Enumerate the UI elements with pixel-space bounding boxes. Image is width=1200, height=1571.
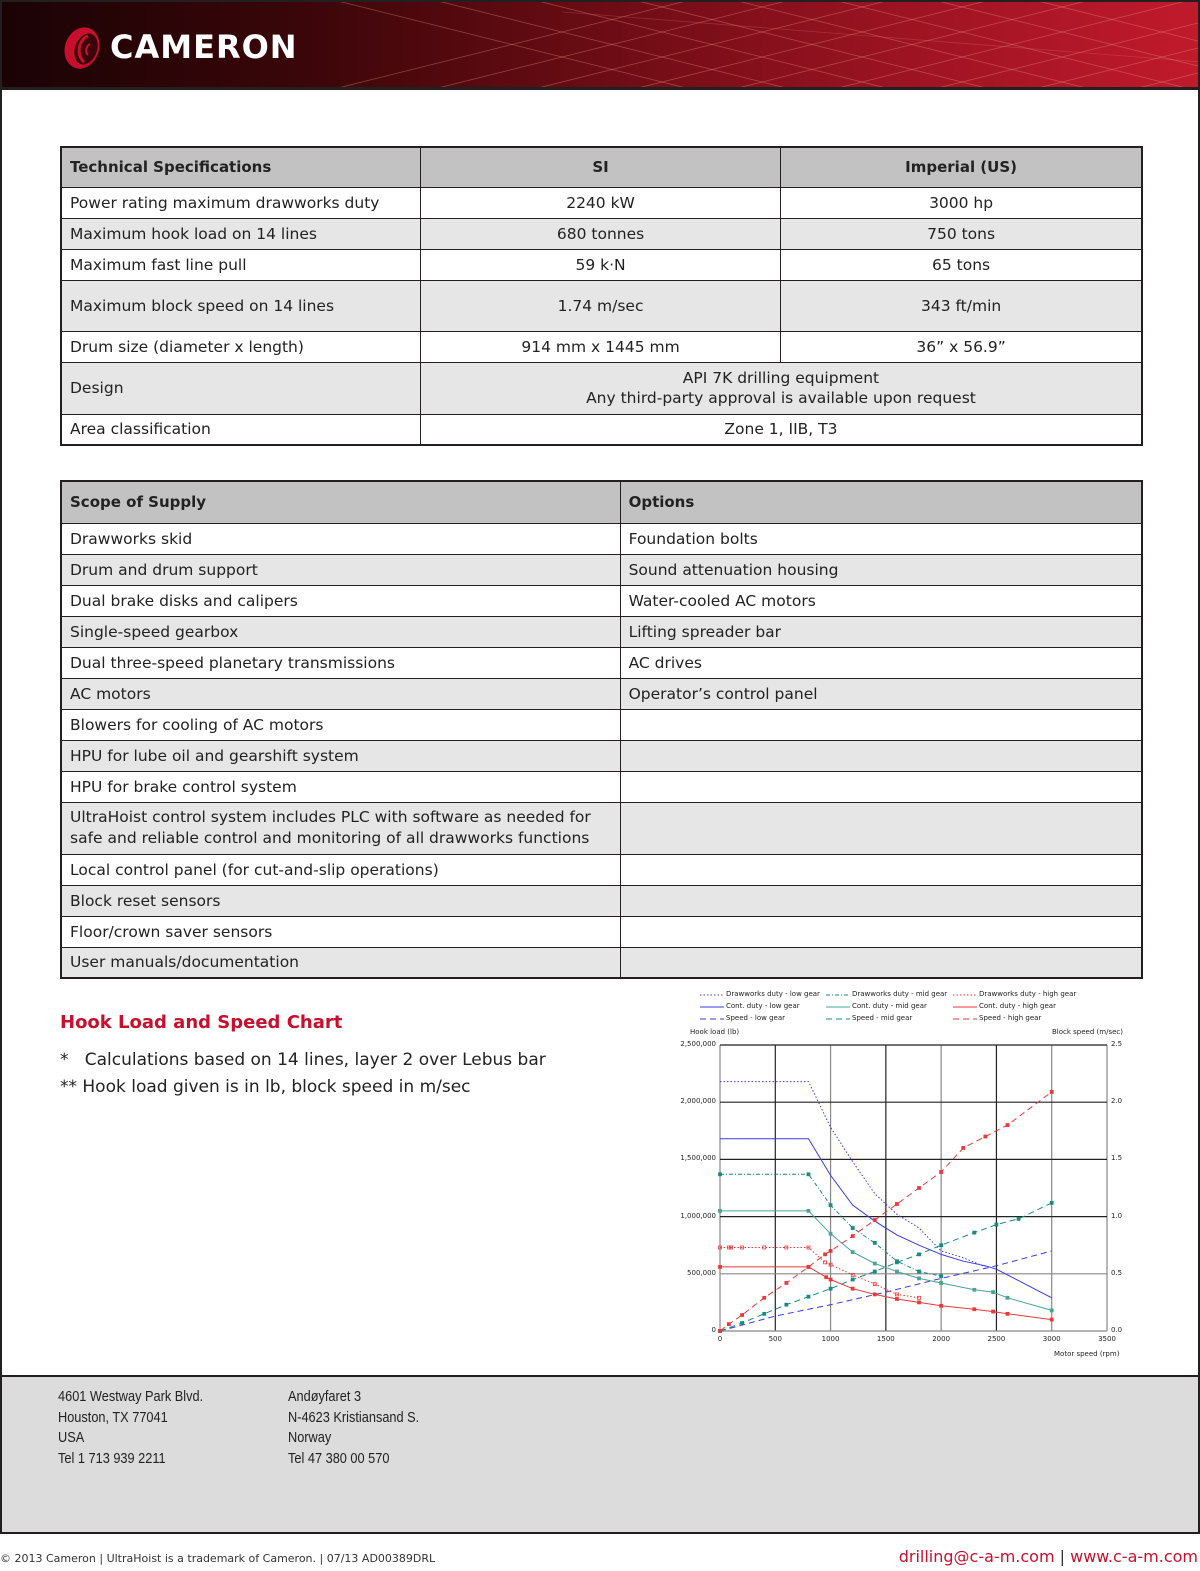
x-axis-label: Motor speed (rpm) (1054, 1350, 1120, 1358)
option-item (620, 802, 1142, 854)
x-tick-label: 500 (768, 1335, 782, 1343)
table-header-row (61, 481, 1142, 523)
x-tick-label: 2000 (932, 1335, 951, 1343)
legend-label: Speed - low gear (726, 1014, 786, 1022)
data-point-marker (825, 1276, 828, 1279)
table-row (61, 678, 1142, 709)
data-point-marker (719, 1330, 722, 1333)
data-point-marker (807, 1209, 810, 1212)
option-item (620, 947, 1142, 978)
data-point-marker (992, 1291, 995, 1294)
table-row (61, 947, 1142, 978)
supply-item: Block reset sensors (61, 885, 620, 916)
x-tick-label: 1000 (821, 1335, 840, 1343)
data-point-marker (719, 1265, 722, 1268)
option-item (620, 885, 1142, 916)
data-point-marker (973, 1288, 976, 1291)
data-point-marker (995, 1223, 998, 1226)
data-point-marker (940, 1244, 943, 1247)
chart-canvas (670, 985, 1140, 1365)
table-row (61, 647, 1142, 678)
address-line: USA (58, 1430, 85, 1446)
data-point-marker (829, 1232, 832, 1235)
option-item: Lifting spreader bar (620, 616, 1142, 647)
spec-merged-value: Zone 1, IIB, T3 (420, 414, 1142, 445)
y-axis-label: Hook load (lb) (690, 1028, 740, 1036)
chart-section-title: Hook Load and Speed Chart (60, 1012, 343, 1033)
table-row (61, 854, 1142, 885)
data-point-marker (807, 1173, 810, 1176)
data-point-marker (1050, 1201, 1053, 1204)
data-point-marker (829, 1287, 832, 1290)
data-point-marker (1006, 1124, 1009, 1127)
data-point-marker (763, 1312, 766, 1315)
data-point-marker (851, 1278, 854, 1281)
supply-item: HPU for lube oil and gearshift system (61, 740, 620, 771)
y2-tick-label: 2.5 (1111, 1040, 1123, 1048)
contact-links (899, 1547, 1198, 1566)
table-row (61, 771, 1142, 802)
x-tick-label: 2500 (987, 1335, 1006, 1343)
supply-item (61, 802, 620, 854)
table-row (61, 709, 1142, 740)
y-tick-label: 1,000,000 (680, 1211, 716, 1220)
data-point-marker (851, 1227, 854, 1230)
supply-item: Dual brake disks and calipers (61, 585, 620, 616)
data-point-marker (973, 1231, 976, 1234)
data-point-marker (895, 1297, 898, 1300)
data-point-marker (918, 1301, 921, 1304)
data-point-marker (851, 1235, 854, 1238)
cameron-c-logo-icon (58, 22, 108, 72)
supply-item: User manuals/documentation (61, 947, 620, 978)
spec-si-value: 2240 kW (420, 187, 780, 218)
table-row (61, 740, 1142, 771)
x-tick-label: 1500 (876, 1335, 895, 1343)
y2-tick-label: 1.5 (1111, 1154, 1123, 1163)
table-row (61, 187, 1142, 218)
spec-merged-value (420, 362, 1142, 414)
legend-label: Speed - mid gear (852, 1014, 913, 1022)
data-point-marker (785, 1303, 788, 1306)
x-tick-label: 3500 (1098, 1335, 1116, 1343)
option-item: Sound attenuation housing (620, 554, 1142, 585)
data-point-marker (918, 1277, 921, 1280)
data-point-marker (851, 1251, 854, 1254)
data-point-marker (984, 1135, 987, 1138)
table-row (61, 554, 1142, 585)
phone-number: Tel 47 380 00 570 (288, 1450, 390, 1467)
column-header: Imperial (US) (781, 147, 1142, 187)
website-link[interactable]: www.c-a-m.com (1070, 1547, 1198, 1566)
legend-label: Drawworks duty - mid gear (852, 990, 948, 998)
data-point-marker (918, 1253, 921, 1256)
column-header: Scope of Supply (61, 481, 620, 523)
data-point-marker (873, 1270, 876, 1273)
supply-item: Single-speed gearbox (61, 616, 620, 647)
series-line (720, 1248, 919, 1298)
supply-item: Floor/crown saver sensors (61, 916, 620, 947)
table-row (61, 280, 1142, 331)
y-tick-label: 500,000 (687, 1268, 716, 1277)
data-point-marker (1006, 1296, 1009, 1299)
data-point-marker (873, 1262, 876, 1265)
y2-axis-label: Block speed (m/sec) (1052, 1028, 1123, 1036)
phone-number: Tel 1 713 939 2211 (58, 1450, 166, 1467)
spec-si-value: 1.74 m/sec (420, 280, 780, 331)
header-banner (0, 0, 1200, 90)
data-point-marker (1050, 1090, 1053, 1093)
cameron-logo (58, 22, 298, 72)
y-tick-label: 0 (711, 1326, 716, 1334)
data-point-marker (962, 1146, 965, 1149)
option-item: Foundation bolts (620, 523, 1142, 554)
option-item (620, 709, 1142, 740)
supply-item: AC motors (61, 678, 620, 709)
legend-label: Cont. duty - mid gear (852, 1002, 927, 1010)
legend-label: Speed - high gear (979, 1014, 1042, 1022)
supply-item: HPU for brake control system (61, 771, 620, 802)
spec-label: Maximum block speed on 14 lines (61, 280, 420, 331)
option-item (620, 771, 1142, 802)
data-point-marker (940, 1304, 943, 1307)
table-row (61, 585, 1142, 616)
spec-label: Maximum hook load on 14 lines (61, 218, 420, 249)
spec-imperial-value: 750 tons (781, 218, 1142, 249)
scope-of-supply-table (60, 480, 1143, 979)
data-point-marker (873, 1241, 876, 1244)
spec-imperial-value: 343 ft/min (781, 280, 1142, 331)
column-header: Technical Specifications (61, 147, 420, 187)
column-header: Options (620, 481, 1142, 523)
table-row (61, 249, 1142, 280)
data-point-marker (1006, 1312, 1009, 1315)
separator: | (1059, 1547, 1066, 1566)
y-tick-label: 2,000,000 (680, 1097, 716, 1106)
table-row (61, 331, 1142, 362)
data-point-marker (895, 1203, 898, 1206)
footer-address-panel (2, 1375, 1198, 1532)
design-line-1: API 7K drilling equipment (682, 369, 880, 387)
data-point-marker (873, 1293, 876, 1296)
technical-specifications-table (60, 146, 1143, 446)
data-point-marker (824, 1253, 827, 1256)
chart-note-2: ** Hook load given is in lb, block speed in m/sec (60, 1077, 471, 1097)
table-row (61, 916, 1142, 947)
spec-imperial-value: 3000 hp (781, 187, 1142, 218)
spec-imperial-value: 36” x 56.9” (781, 331, 1142, 362)
legend-label: Drawworks duty - high gear (979, 990, 1077, 998)
design-line-2: Any third-party approval is available upon request (586, 389, 976, 407)
data-point-marker (829, 1278, 832, 1281)
supply-item: Dual three-speed planetary transmissions (61, 647, 620, 678)
data-point-marker (1017, 1217, 1020, 1220)
data-point-marker (1050, 1309, 1053, 1312)
supply-item: Drawworks skid (61, 523, 620, 554)
x-tick-label: 3000 (1042, 1335, 1061, 1343)
table-row (61, 616, 1142, 647)
address-line: N-4623 Kristiansand S. (288, 1409, 420, 1426)
table-row (61, 885, 1142, 916)
data-point-marker (918, 1187, 921, 1190)
chart-note-1: * Calculations based on 14 lines, layer 2 over Lebus bar (60, 1050, 546, 1070)
supply-item: Drum and drum support (61, 554, 620, 585)
y2-tick-label: 0.5 (1111, 1268, 1123, 1277)
table-row (61, 802, 1142, 854)
spec-si-value: 680 tonnes (420, 218, 780, 249)
address-line: Norway (288, 1430, 332, 1446)
table-row (61, 414, 1142, 445)
legend-label: Cont. duty - high gear (979, 1002, 1056, 1010)
spec-label: Power rating maximum drawworks duty (61, 187, 420, 218)
y2-tick-label: 0.0 (1111, 1326, 1123, 1334)
spec-label: Drum size (diameter x length) (61, 331, 420, 362)
supply-line-1: UltraHoist control system includes PLC with software as needed for (70, 808, 591, 826)
table-row (61, 218, 1142, 249)
data-point-marker (918, 1270, 921, 1273)
y-tick-label: 2,500,000 (680, 1040, 716, 1048)
spec-imperial-value: 65 tons (781, 249, 1142, 280)
option-item: AC drives (620, 647, 1142, 678)
legend-label: Drawworks duty - low gear (726, 990, 820, 998)
data-point-marker (763, 1296, 766, 1299)
option-item (620, 854, 1142, 885)
data-point-marker (829, 1249, 832, 1252)
data-point-marker (940, 1170, 943, 1173)
y2-tick-label: 2.0 (1111, 1097, 1123, 1106)
data-point-marker (992, 1310, 995, 1313)
data-point-marker (940, 1281, 943, 1284)
data-point-marker (895, 1270, 898, 1273)
spec-label: Area classification (61, 414, 420, 445)
data-point-marker (851, 1287, 854, 1290)
option-item (620, 740, 1142, 771)
spec-si-value: 59 k·N (420, 249, 780, 280)
data-point-marker (807, 1295, 810, 1298)
supply-item: Blowers for cooling of AC motors (61, 709, 620, 740)
data-point-marker (973, 1308, 976, 1311)
option-item: Operator’s control panel (620, 678, 1142, 709)
address-kristiansand (288, 1387, 419, 1469)
email-link[interactable]: drilling@c-a-m.com (898, 1547, 1055, 1566)
hook-load-speed-chart (670, 985, 1140, 1365)
supply-line-2: safe and reliable control and monitoring of all drawworks functions (70, 829, 590, 847)
data-point-marker (829, 1204, 832, 1207)
address-line: Andøyfaret 3 (288, 1389, 362, 1405)
data-point-marker (785, 1281, 788, 1284)
data-point-marker (895, 1261, 898, 1264)
table-header-row (61, 147, 1142, 187)
copyright-notice: © 2013 Cameron | UltraHoist is a trademark of Cameron. | 07/13 AD00389DRL (0, 1552, 436, 1565)
data-point-marker (727, 1323, 730, 1326)
data-point-marker (873, 1219, 876, 1222)
legend-label: Cont. duty - low gear (726, 1002, 800, 1010)
y2-tick-label: 1.0 (1111, 1211, 1123, 1220)
data-point-marker (940, 1275, 943, 1278)
supply-item: Local control panel (for cut-and-slip operations) (61, 854, 620, 885)
address-line: 4601 Westway Park Blvd. (58, 1389, 204, 1405)
data-point-marker (741, 1321, 744, 1324)
x-tick-label: 0 (717, 1335, 723, 1343)
data-point-marker (741, 1313, 744, 1316)
data-point-marker (719, 1173, 722, 1176)
column-header: SI (420, 147, 780, 187)
spec-si-value: 914 mm x 1445 mm (420, 331, 780, 362)
data-point-marker (719, 1209, 722, 1212)
address-line: Houston, TX 77041 (58, 1409, 168, 1426)
table-row (61, 362, 1142, 414)
spec-label: Design (61, 362, 420, 414)
address-houston (58, 1387, 203, 1469)
option-item: Water-cooled AC motors (620, 585, 1142, 616)
option-item (620, 916, 1142, 947)
table-row (61, 523, 1142, 554)
brand-name: CAMERON (110, 28, 298, 66)
spec-label: Maximum fast line pull (61, 249, 420, 280)
data-point-marker (1050, 1318, 1053, 1321)
data-point-marker (807, 1265, 810, 1268)
y-tick-label: 1,500,000 (680, 1154, 716, 1163)
